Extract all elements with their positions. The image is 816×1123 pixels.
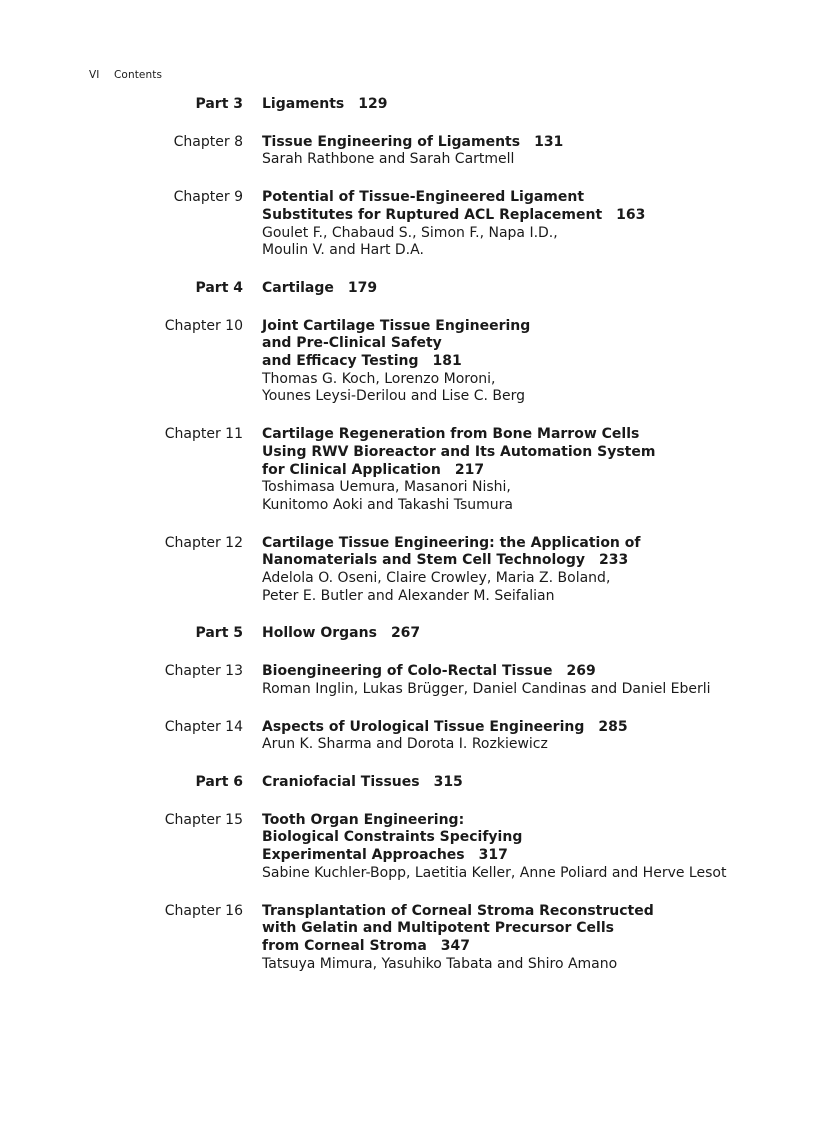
title-text: Nanomaterials and Stem Cell Technology [262,552,586,569]
entry-body [262,318,802,407]
page-number: 163 [616,206,646,223]
entry-title [262,625,802,643]
entry-title [262,96,802,114]
chapter-label: Chapter 9 [173,189,243,206]
title-text: Craniofacial Tissues [262,773,420,790]
entry-title [262,774,802,792]
running-head [89,69,162,81]
author-line: Kunitomo Aoki and Takashi Tsumura [262,496,513,513]
entry-authors [262,371,802,406]
title-line [262,535,802,553]
title-line [262,318,802,336]
toc-part-entry [0,280,816,298]
title-line [262,903,802,921]
title-line [262,207,802,225]
title-text: and Pre-Clinical Safety [262,335,442,352]
author-line: Younes Leysi-Derilou and Lise C. Berg [262,388,525,405]
title-line [262,938,802,956]
title-line [262,444,802,462]
title-text: Ligaments [262,96,345,112]
page-number: 181 [432,353,462,370]
toc-part-entry [0,774,816,792]
title-text: Cartilage Regeneration from Bone Marrow Cells [262,426,640,443]
entry-body [262,426,802,515]
entry-title [262,535,802,570]
title-line [262,552,802,570]
title-line [262,96,802,114]
title-text: Cartilage Tissue Engineering: the Application of [262,534,641,551]
part-label: Part 6 [195,773,243,790]
title-text: Joint Cartilage Tissue Engineering [262,317,531,334]
entry-body [262,134,802,169]
toc-chapter-entry [0,426,816,515]
entry-body [262,96,802,114]
title-line [262,812,802,830]
author-line: Peter E. Butler and Alexander M. Seifalian [262,587,555,604]
entry-authors [262,225,802,260]
title-text: Potential of Tissue-Engineered Ligament [262,189,585,206]
title-line [262,774,802,792]
toc-chapter-entry [0,134,816,169]
chapter-label: Chapter 10 [164,317,243,334]
running-head-section: Contents [114,69,163,81]
toc-chapter-entry [0,903,816,974]
title-line [262,280,802,298]
entry-body [262,719,802,754]
page-number: 217 [454,461,485,478]
title-text: Biological Constraints Specifying [262,829,523,846]
entry-authors [262,865,802,883]
toc-chapter-entry [0,535,816,606]
toc-chapter-entry [0,318,816,407]
author-line: Thomas G. Koch, Lorenzo Moroni, [262,370,496,387]
table-of-contents [0,96,816,973]
title-line [262,625,802,643]
author-line: Moulin V. and Hart D.A. [262,242,424,259]
author-line: Roman Inglin, Lukas Brügger, Daniel Candinas and Daniel Eberli [262,680,711,697]
entry-authors [262,479,802,514]
author-line: Toshimasa Uemura, Masanori Nishi, [262,479,511,496]
part-label: Part 3 [195,96,243,112]
chapter-label: Chapter 8 [173,133,243,150]
chapter-label: Chapter 14 [164,718,243,735]
page-number: 285 [598,718,628,735]
entry-title [262,318,802,371]
entry-authors [262,956,802,974]
page-number: 347 [440,937,471,954]
chapter-label: Chapter 13 [164,663,243,680]
author-line: Sarah Rathbone and Sarah Cartmell [262,151,515,168]
title-line [262,462,802,480]
page-number: 269 [566,663,596,680]
entry-title [262,134,802,152]
entry-body [262,903,802,974]
entry-body [262,625,802,643]
title-text: Tooth Organ Engineering: [262,811,465,828]
title-line [262,353,802,371]
chapter-label: Chapter 12 [164,534,243,551]
author-line: Sabine Kuchler-Bopp, Laetitia Keller, Anne Poliard and Herve Lesot [262,864,727,881]
title-line [262,829,802,847]
toc-chapter-entry [0,663,816,698]
page-number: 131 [534,133,564,150]
page-folio: VI [89,69,100,81]
title-text: Substitutes for Ruptured ACL Replacement [262,206,603,223]
title-line [262,134,802,152]
entry-title [262,426,802,479]
title-text: with Gelatin and Multipotent Precursor Cells [262,920,614,937]
toc-chapter-entry [0,812,816,883]
title-text: Transplantation of Corneal Stroma Reconstructed [262,902,654,919]
part-label: Part 5 [195,625,243,642]
title-text: from Corneal Stroma [262,937,427,954]
toc-part-entry [0,625,816,643]
entry-body [262,189,802,260]
author-line: Arun K. Sharma and Dorota I. Rozkiewicz [262,736,548,753]
title-text: for Clinical Application [262,461,441,478]
entry-body [262,663,802,698]
title-text: and Efficacy Testing [262,353,419,370]
entry-authors [262,681,802,699]
title-line [262,847,802,865]
title-text: Hollow Organs [262,625,377,642]
toc-part-entry [0,96,816,114]
page-number: 267 [390,625,421,642]
entry-title [262,903,802,956]
chapter-label: Chapter 11 [164,426,243,443]
page-number: 317 [478,847,508,864]
toc-chapter-entry [0,189,816,260]
page-number: 179 [347,279,378,296]
chapter-label: Chapter 15 [164,811,243,828]
title-text: Bioengineering of Colo-Rectal Tissue [262,663,553,680]
entry-title [262,719,802,737]
author-line: Adelola O. Oseni, Claire Crowley, Maria Z. Boland, [262,570,611,587]
entry-authors [262,151,802,169]
title-line [262,663,802,681]
title-text: Cartilage [262,279,334,296]
author-line: Goulet F., Chabaud S., Simon F., Napa I.D., [262,224,558,241]
page-number: 315 [433,773,463,790]
title-text: Using RWV Bioreactor and Its Automation System [262,443,656,460]
entry-authors [262,570,802,605]
entry-title [262,812,802,865]
entry-title [262,280,802,298]
entry-authors [262,736,802,754]
title-text: Experimental Approaches [262,847,465,864]
entry-title [262,189,802,224]
title-line [262,189,802,207]
entry-body [262,535,802,606]
author-line: Tatsuya Mimura, Yasuhiko Tabata and Shiro Amano [262,955,618,972]
title-line [262,426,802,444]
title-line [262,719,802,737]
page-number: 129 [358,96,388,112]
title-text: Tissue Engineering of Ligaments [262,133,521,150]
entry-body [262,280,802,298]
title-line [262,335,802,353]
toc-chapter-entry [0,719,816,754]
entry-body [262,774,802,792]
entry-body [262,812,802,883]
chapter-label: Chapter 16 [164,902,243,919]
page-number: 233 [599,552,629,569]
title-text: Aspects of Urological Tissue Engineering [262,718,585,735]
part-label: Part 4 [195,279,243,296]
title-line [262,920,802,938]
entry-title [262,663,802,681]
